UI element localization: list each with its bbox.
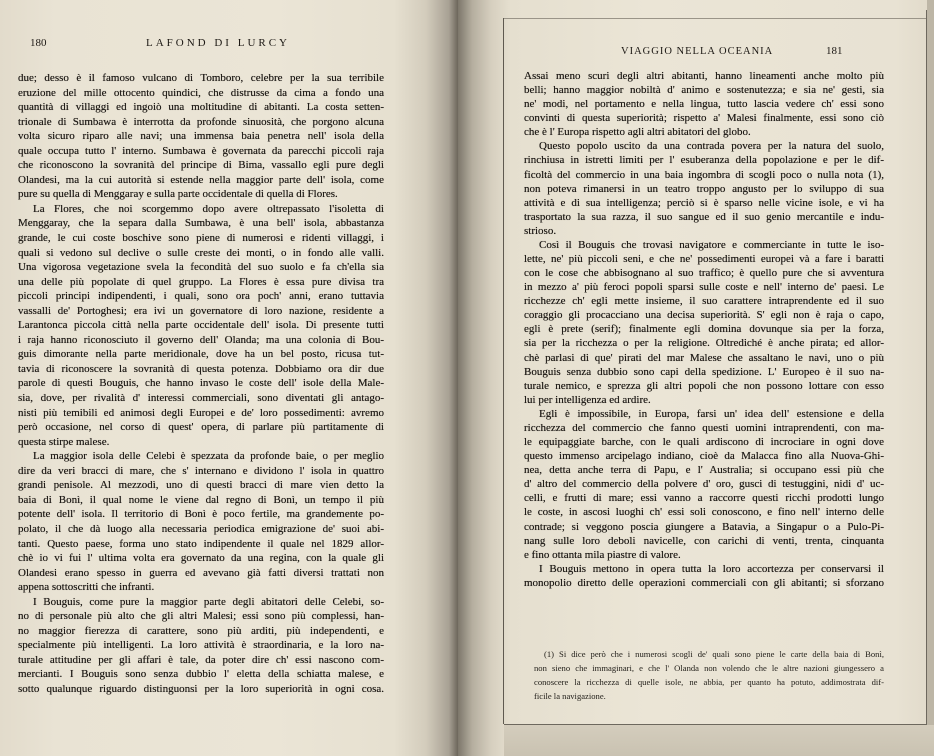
paragraph [524,238,884,407]
text-line: in mezzo a' più feroci popoli sparsi sulle coste e nell' interno de' paesi. Le [524,281,884,294]
footnote-line: non sieno che immaginari, e che l' Olanda non volendo che le altre nazioni giungessero a [534,663,884,673]
text-line: I Bouguis, come pure la maggior parte degli abitatori delle Celebi, so- [33,595,384,608]
page-edge-line [503,18,504,724]
text-line: I Bouguis mettono in opera tutta la loro accortezza per conservarsi il [539,562,884,575]
text-line: attività e di sua intelligenza; perciò si è sparso nelle vicine isole, e vi ha [524,196,884,209]
text-line: vassalli de' Portoghesi; era ivi un governatore di loro nazione, residente a [18,304,384,317]
text-line: ricchezze ch' egli mette insieme, il suo carattere intraprendente ed il suo [524,295,884,308]
text-line: i raja hanno riconosciuto il governo dell' Olanda; ma una colonia di Bou- [18,333,384,346]
text-line: le coste, in ascosi luoghi ch' essi soli conoscono, e fino nell' interno delle [524,506,884,519]
footnote-line: ficile la navigazione. [534,691,606,701]
text-line: lui per intelligenza ed ardire. [524,393,651,406]
text-line: che è l' Europa rispetto agli altri abitatori del globo. [524,126,751,139]
text-line: questa stirpe malese. [18,435,110,448]
page-number: 180 [30,37,47,49]
text-line: coraggio gli procacciano una decisa superiorità. S' egli non è raja o capo, [524,309,884,322]
book-edge [927,0,934,756]
text-line: tavia di riconoscere la sovranità di questa potenza. Dobbiamo ora dir due [18,362,384,375]
paragraph [524,407,884,562]
footnote [534,647,884,703]
right-page-body [524,69,884,590]
text-line: Olandesi, ma la cui autorità si estende nella maggior parte dell' isola, come [18,173,384,186]
page-number: 181 [826,45,843,57]
text-line: con le cose che abbisognano al suo traffico; è quello pure che si avventura [524,267,884,280]
text-line: eruzione del mille ottocento quindici, che distrusse da cima a fondo una [18,86,384,99]
text-line: Larantonca piccola città nella parte occidentale dell' isola. Di presente tutti [18,319,384,332]
text-line: ricchezza del commercio che fanno questi uomini intraprendenti, con ma- [524,421,884,434]
text-line: guis dimorante nella parte meridionale, dove ha un bel posto, ricusa tut- [18,348,384,361]
text-line: La maggior isola delle Celebi è spezzata da profonde baie, o per meglio [33,450,384,463]
text-line: baia di Bonì, il qual nome le viene dal regno di Bonì, un tempo il più [18,493,384,506]
text-line: monopolio diretto delle operazioni commerciali con gli abitanti; si sforzano [524,576,884,589]
text-line: trasportato la sua razza, il suo sangue ed il suo genio mercantile e indu- [524,210,884,223]
text-line: Bouguis senza dubbio sono capi della spedizione. L' Europeo è il suo na- [524,365,884,378]
text-line: grandi penisole. Al mezzodì, uno di questi bracci di mare vien detto la [18,479,384,492]
text-line: contrade; si veggono poscia giungere a Batavia, a Singapur o a Pulo-Pi- [524,520,884,533]
text-line: Questo popolo uscito da una contrada povera per la natura del suolo, [539,140,884,153]
text-line: parole di questi Bouguis, che hanno invaso le coste dell' isole della Male- [18,377,384,390]
paragraph [524,139,884,238]
paragraph [18,449,384,594]
text-line: Egli è impossibile, in Europa, farsi un' idea dell' estensione e della [539,407,884,420]
text-line: nea, detta anche terra di Papu, e l' Australia; si occupano essi più che [524,464,884,477]
running-head: VIAGGIO NELLA OCEANIA [621,46,774,57]
text-line: dire da veri bracci di mare, che s' internano e dividono l' isola in quattro [18,464,384,477]
paragraph [524,69,884,139]
text-line: Olandesi erano spesso in guerra ed avevano già fatti diversi trattati non [18,566,384,579]
text-line: che riconoscono la sovranità del principe di Bima, vassallo egli pure degli [18,159,384,172]
text-line: volta sicuro riparo alle navi; una immensa baia penetra nell' isola della [18,130,384,143]
text-line: potente dell' isola. Il territorio di Bonì è poco fertile, ma grandemente po- [18,508,384,521]
text-line: tanti. Questo paese, forma uno stato indipendente il quale nel 1829 allor- [18,537,384,550]
text-line: no maggior fierezza di carattere, sono più arditi, più independenti, e [18,624,384,637]
text-line: trionale di Sumbawa è interrotta da profonde sinuosità, che porgono alcuna [18,115,384,128]
text-line: nisti più temibili ed animosi degli Europei e de' loro possedimenti: avremo [18,406,384,419]
text-line: d' altro del commercio della polvere d' oro, gusci di testuggini, nidi d' uc- [524,478,884,491]
text-line: quale occupa tutto l' interno. Sumbawa è governata da parecchi piccoli raja [18,144,384,157]
text-line: piccoli principi indipendenti, i quali, sono ora poch' anni, erano tuttavia [18,290,384,303]
text-line: una delle più popolate di quel gruppo. La Flores è essa pure divisa tra [18,275,384,288]
text-line: turale nemico, e sprezza gli altri popoli che non possono lottare con esso [524,379,884,392]
text-line: lette, ne' più piccoli seni, e che ne' possedimenti europei và a fare i baratti [524,253,884,266]
text-line: egli è prete (serif); finalmente egli domina dovunque sia per la forza, [524,323,884,336]
text-line: non poteva rimanersi in un teatro troppo angusto per lo sviluppo di sua [524,182,884,195]
text-line: chè parlasi di que' pirati del mar Malese che assaltano le navi, uno o più [524,351,884,364]
text-line: belli; hanno maggior nobiltà d' animo e sostenutezza; e sia ne' gesti, sia [524,84,884,97]
text-line: no di personale più alto che gli altri Malesi; essi sono più complessi, han- [18,610,384,623]
text-line: grande, le cui coste boschive sono piene di numerosi e ridenti villaggi, i [18,232,384,245]
text-line: sia, dove, per rivalità d' interessi commerciali, sono diventati gli antago- [18,392,384,405]
text-line: ne' modi, nel portamento e nella lingua, tutto lascia vedere ch' essi sono [524,98,884,111]
text-line: quantità di villaggi ed ingoiò una moltitudine di abitanti. La costa setten- [18,101,384,114]
text-line: Una vigorosa vegetazione svela la fecondità del suo suolo e fa ch'ella sia [18,261,384,274]
paragraph [18,595,384,697]
text-line: appena sottoscritti che infranti. [18,581,155,594]
paragraph [18,202,384,449]
text-line: quali si vedono sul declive o sulle creste dei monti, o in fondo alle valli. [18,246,384,259]
text-line: le equipaggiate barche, con le quali ardiscono di incrociare in ogni dove [524,436,884,449]
text-line: La Flores, che noi scorgemmo dopo avere oltrepassato l'isoletta di [33,202,384,215]
text-line: due; desso è il famoso vulcano di Tomboro, celebre per la sua terribile [18,72,384,84]
book-edge [504,725,934,756]
text-line: e fino ottanta mila piastre di valore. [524,548,681,561]
text-line: chè io vi fui l' ultima volta era governato da una regina, con la quale gli [18,552,384,565]
text-line: Menggaray, che la separa dalla Sumbawa, è una bell' isola, abbastanza [18,217,384,230]
text-line: rinchiusa in istretti limiti per l' esuberanza della popolazione e per le dif- [524,154,884,167]
text-line: Così il Bouguis che trovasi navigatore e commerciante in tutte le iso- [539,238,884,251]
text-line: però occasione, nel corso di quest' opera, di parlare più partitamente di [18,421,384,434]
text-line: pure su quella di Menggaray e sulla parte occidentale di quella di Flores. [18,188,338,201]
text-line: strioso. [524,224,557,237]
text-line: celli, e frutti di mare; essi vanno a raccorre questi ricchi prodotti lungo [524,492,884,505]
text-line: questo immenso arcipelago indiano, cioè da Malacca fino alla Nuova-Ghi- [524,450,884,463]
paragraph [524,562,884,590]
text-line: sia per la ricchezza o per la religione. Oltrediché è anche pirata; ed allor- [524,337,884,350]
running-head: LAFOND DI LURCY [146,37,290,49]
text-line: turale attitudine per gli affari è tale, da poter dire ch' essi nascono com- [18,653,384,666]
text-line: polato, il che dà luogo alla necessaria periodica emigrazione de' suoi abi- [18,522,384,535]
text-line: convinti di questa superiorità; rispetto a' Malesi finalmente, essi sono ciò [524,112,884,125]
footnote-line: conoscere la ricchezza di quelle isole, ne abbia, per quanto ha potuto, addimostrata dif- [534,677,884,687]
text-line: sotto qualunque riguardo distinguonsi per la loro superiorità in ogni cosa. [18,682,384,695]
text-line: ficoltà del commercio in una baia ingombra di scogli poco o nulla nota (1), [524,168,884,181]
text-line: nang sulle loro deboli navicelle, con carichi di venti, trenta, cinquanta [524,534,884,547]
text-line: Assai meno scuri degli altri abitanti, hanno lineamenti anche molto più [524,70,884,82]
footnote-line: (1) Si dice però che i numerosi scogli de' quali sono piene le carte della baia di Bonì, [544,649,884,659]
page-edge-line [504,18,926,19]
paragraph [18,71,384,202]
text-line: specialmente più intelligenti. La loro attività è straordinaria, e la loro na- [18,639,384,652]
text-line: mercianti. I Bouguis sono senza dubbio l' eletta della schiatta malese, e [18,668,384,681]
left-page-body [18,71,384,697]
